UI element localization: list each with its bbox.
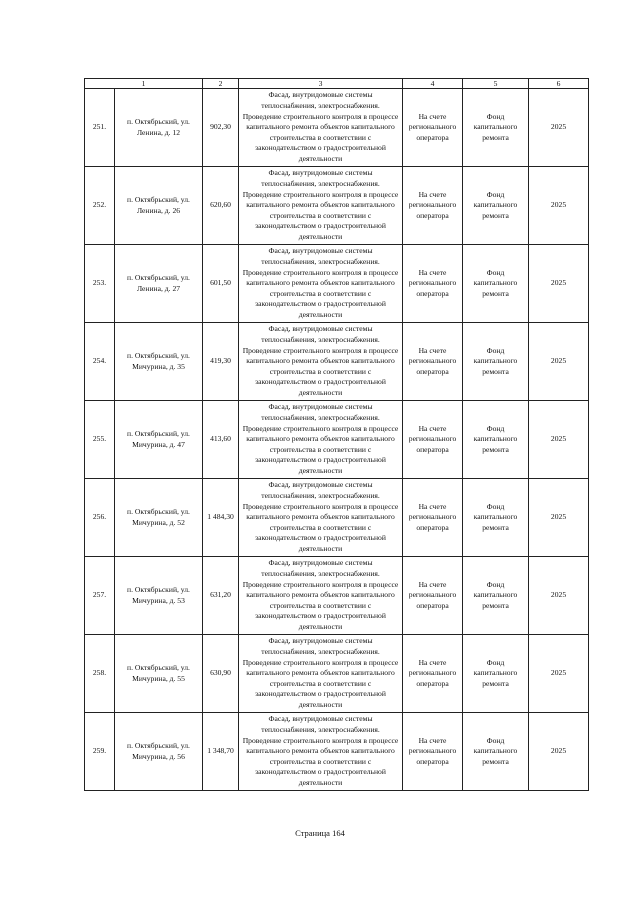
work-description-cell: Фасад, внутридомовые системы теплоснабжения, электроснабжения. Проведение строительного контроля в процессе капитального ремонта объектов капитального строительства в соответствии с законодательством о градостроительной деятельности — [239, 167, 403, 245]
column-header-6: 6 — [529, 79, 589, 89]
area-cell: 631,20 — [203, 557, 239, 635]
table-row — [85, 713, 589, 791]
column-header-1: 1 — [85, 79, 203, 89]
area-cell: 630,90 — [203, 635, 239, 713]
table-row — [85, 245, 589, 323]
table-row — [85, 635, 589, 713]
work-description-cell: Фасад, внутридомовые системы теплоснабжения, электроснабжения. Проведение строительного контроля в процессе капитального ремонта объектов капитального строительства в соответствии с законодательством о градостроительной деятельности — [239, 245, 403, 323]
column-header-4: 4 — [403, 79, 463, 89]
address-cell: п. Октябрьский, ул. Мичурина, д. 56 — [115, 713, 203, 791]
work-description-cell: Фасад, внутридомовые системы теплоснабжения, электроснабжения. Проведение строительного контроля в процессе капитального ремонта объектов капитального строительства в соответствии с законодательством о градостроительной деятельности — [239, 401, 403, 479]
fund-name-cell: Фонд капитального ремонта — [463, 635, 529, 713]
funding-source-cell: На счете регионального оператора — [403, 167, 463, 245]
fund-name-cell: Фонд капитального ремонта — [463, 323, 529, 401]
row-number-cell: 252. — [85, 167, 115, 245]
fund-name-cell: Фонд капитального ремонта — [463, 167, 529, 245]
address-cell: п. Октябрьский, ул. Мичурина, д. 55 — [115, 635, 203, 713]
year-cell: 2025 — [529, 479, 589, 557]
funding-source-cell: На счете регионального оператора — [403, 557, 463, 635]
funding-source-cell: На счете регионального оператора — [403, 89, 463, 167]
funding-source-cell: На счете регионального оператора — [403, 479, 463, 557]
area-cell: 620,60 — [203, 167, 239, 245]
table-row — [85, 323, 589, 401]
year-cell: 2025 — [529, 167, 589, 245]
column-number-row — [85, 79, 589, 89]
year-cell: 2025 — [529, 245, 589, 323]
row-number-cell: 251. — [85, 89, 115, 167]
work-description-cell: Фасад, внутридомовые системы теплоснабжения, электроснабжения. Проведение строительного контроля в процессе капитального ремонта объектов капитального строительства в соответствии с законодательством о градостроительной деятельности — [239, 89, 403, 167]
address-cell: п. Октябрьский, ул. Мичурина, д. 53 — [115, 557, 203, 635]
area-cell: 902,30 — [203, 89, 239, 167]
address-cell: п. Октябрьский, ул. Мичурина, д. 47 — [115, 401, 203, 479]
page-number: Страница 164 — [295, 828, 345, 838]
funding-source-cell: На счете регионального оператора — [403, 713, 463, 791]
fund-name-cell: Фонд капитального ремонта — [463, 479, 529, 557]
area-cell: 419,30 — [203, 323, 239, 401]
table-row — [85, 89, 589, 167]
fund-name-cell: Фонд капитального ремонта — [463, 245, 529, 323]
fund-name-cell: Фонд капитального ремонта — [463, 401, 529, 479]
row-number-cell: 258. — [85, 635, 115, 713]
fund-name-cell: Фонд капитального ремонта — [463, 557, 529, 635]
work-description-cell: Фасад, внутридомовые системы теплоснабжения, электроснабжения. Проведение строительного контроля в процессе капитального ремонта объектов капитального строительства в соответствии с законодательством о градостроительной деятельности — [239, 323, 403, 401]
row-number-cell: 255. — [85, 401, 115, 479]
row-number-cell: 257. — [85, 557, 115, 635]
area-cell: 1 348,70 — [203, 713, 239, 791]
work-description-cell: Фасад, внутридомовые системы теплоснабжения, электроснабжения. Проведение строительного контроля в процессе капитального ремонта объектов капитального строительства в соответствии с законодательством о градостроительной деятельности — [239, 557, 403, 635]
funding-source-cell: На счете регионального оператора — [403, 323, 463, 401]
area-cell: 1 484,30 — [203, 479, 239, 557]
area-cell: 601,50 — [203, 245, 239, 323]
table-row — [85, 479, 589, 557]
works-table — [84, 78, 589, 791]
row-number-cell: 259. — [85, 713, 115, 791]
row-number-cell: 254. — [85, 323, 115, 401]
column-header-2: 2 — [203, 79, 239, 89]
year-cell: 2025 — [529, 89, 589, 167]
work-description-cell: Фасад, внутридомовые системы теплоснабжения, электроснабжения. Проведение строительного контроля в процессе капитального ремонта объектов капитального строительства в соответствии с законодательством о градостроительной деятельности — [239, 479, 403, 557]
funding-source-cell: На счете регионального оператора — [403, 245, 463, 323]
funding-source-cell: На счете регионального оператора — [403, 635, 463, 713]
column-header-5: 5 — [463, 79, 529, 89]
fund-name-cell: Фонд капитального ремонта — [463, 713, 529, 791]
year-cell: 2025 — [529, 401, 589, 479]
year-cell: 2025 — [529, 557, 589, 635]
fund-name-cell: Фонд капитального ремонта — [463, 89, 529, 167]
table-row — [85, 557, 589, 635]
address-cell: п. Октябрьский, ул. Ленина, д. 27 — [115, 245, 203, 323]
year-cell: 2025 — [529, 635, 589, 713]
table-row — [85, 401, 589, 479]
year-cell: 2025 — [529, 713, 589, 791]
address-cell: п. Октябрьский, ул. Ленина, д. 12 — [115, 89, 203, 167]
address-cell: п. Октябрьский, ул. Мичурина, д. 52 — [115, 479, 203, 557]
row-number-cell: 253. — [85, 245, 115, 323]
table-row — [85, 167, 589, 245]
address-cell: п. Октябрьский, ул. Ленина, д. 26 — [115, 167, 203, 245]
area-cell: 413,60 — [203, 401, 239, 479]
work-description-cell: Фасад, внутридомовые системы теплоснабжения, электроснабжения. Проведение строительного контроля в процессе капитального ремонта объектов капитального строительства в соответствии с законодательством о градостроительной деятельности — [239, 635, 403, 713]
work-description-cell: Фасад, внутридомовые системы теплоснабжения, электроснабжения. Проведение строительного контроля в процессе капитального ремонта объектов капитального строительства в соответствии с законодательством о градостроительной деятельности — [239, 713, 403, 791]
year-cell: 2025 — [529, 323, 589, 401]
column-header-3: 3 — [239, 79, 403, 89]
row-number-cell: 256. — [85, 479, 115, 557]
address-cell: п. Октябрьский, ул. Мичурина, д. 35 — [115, 323, 203, 401]
funding-source-cell: На счете регионального оператора — [403, 401, 463, 479]
